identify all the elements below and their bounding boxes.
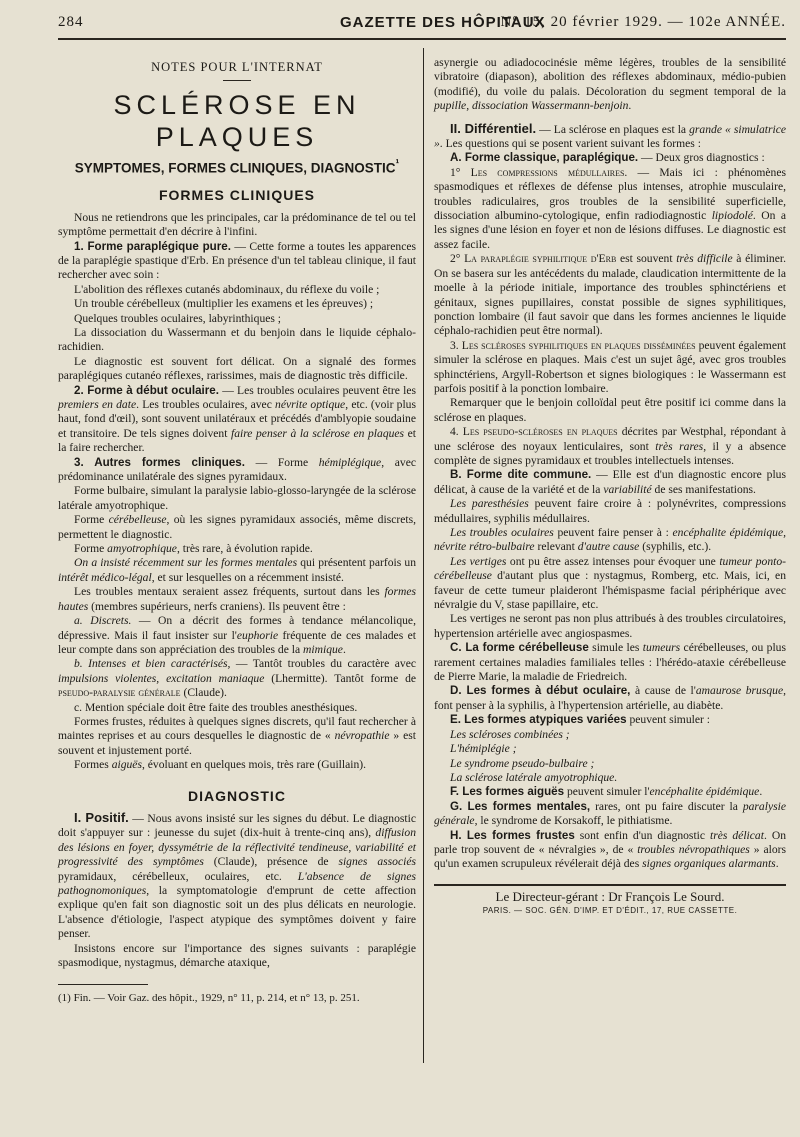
paragraph: 3. Autres formes cliniques. — Forme hémiplégique, avec prédominance unilatérale des signes pyramidaux. bbox=[58, 455, 416, 484]
paragraph: On a insisté récemment sur les formes mentales qui présentent parfois un intérêt médico-légal, et sur lesquelles on a récemment insisté. bbox=[58, 556, 417, 584]
paragraph: 4. Les pseudo-scléroses en plaques décrites par Westphal, répondant à une sclérose des noyaux lenticulaires, sont très rares, il y a absence complète de signes pyramidaux et troubles intellectuels intenses. bbox=[434, 425, 787, 467]
footnote: (1) Fin. — Voir Gaz. des hôpit., 1929, n° 11, p. 214, et n° 13, p. 251. bbox=[58, 992, 360, 1005]
paragraph: Nous ne retiendrons que les principales, car la prédominance de tel ou tel symptôme permettait d'en décrire à l'infini. bbox=[58, 210, 416, 239]
page-header bbox=[58, 12, 786, 38]
paragraph: Les paresthésies peuvent faire croire à : polynévrites, compressions médullaires, syphilis médullaires. bbox=[434, 497, 786, 525]
paragraph: L'abolition des réflexes cutanés abdominaux, du réflexe du voile ; bbox=[74, 282, 380, 296]
paragraph: Les vertiges ont pu être assez intenses pour évoquer une tumeur ponto-cérébelleuse d'autant plus que : nystagmus, Romberg, etc. Mais, ici, en faveur de cette tumeur plaideront l'hémispasme facial périphérique avec névralgie du V, stase papillaire, etc. bbox=[434, 554, 787, 612]
section-heading-formes: FORMES CLINIQUES bbox=[158, 187, 315, 204]
paragraph: G. Les formes mentales, rares, ont pu faire discuter la paralysie générale, le syndrome de Korsakoff, le pithiatisme. bbox=[434, 799, 786, 828]
section-heading-diagnostic: DIAGNOSTIC bbox=[188, 787, 286, 804]
paragraph: Forme bulbaire, simulant la paralysie labio-glosso-laryngée de la sclérose latérale amyotrophique. bbox=[58, 484, 416, 512]
article-subtitle: SYMPTOMES, FORMES CLINIQUES, $DIAGNOSTIC^{^1}$ bbox=[74, 158, 400, 176]
left-column bbox=[58, 56, 416, 1006]
paragraph: Formes frustes, réduites à quelques signes discrets, qu'il faut rechercher à maintes reprises et au cours desquelles le diagnostic de « névropathie » est souvent et injustement porté. bbox=[58, 714, 417, 757]
paragraph: 1° Les compressions médullaires. — Mais ici : phénomènes spasmodiques et réflexes de défense plus intenses, atrophie musculaire, troubles radiculaires, gros troubles de la sensibilité superficielle, dissociation albumino-cytologique, enfin radiodiagnostic lipiodolé. On a les signes d'une lésion en foyer et non de lésions diffuses. Le diagnostic est assez facile. bbox=[434, 165, 786, 251]
right-column bbox=[434, 56, 786, 919]
paragraph: E. Les formes atypiques variées peuvent simuler : bbox=[450, 713, 710, 727]
paragraph: C. La forme cérébelleuse simule les tumeurs cérébelleuses, ou plus rarement certaines maladies familiales telles : l'hérédo-ataxie cérébelleuse de Pierre Marie, la maladie de Friedreich. bbox=[434, 641, 786, 684]
list-item: La sclérose latérale amyotrophique. bbox=[450, 770, 618, 784]
printer-line: PARIS. — SOC. GÉN. D'IMP. ET D'ÉDIT., 17, RUE CASSETTE. bbox=[482, 906, 738, 916]
paragraph: A. Forme classique, paraplégique. — Deux gros diagnostics : bbox=[450, 151, 765, 165]
paragraph: Le diagnostic est souvent fort délicat. On a signalé des formes paraplégiques cutanéo réflexes, rarissimes, mais de diagnostic très difficile. bbox=[58, 354, 416, 383]
list-item: L'hémiplégie ; bbox=[450, 742, 517, 756]
paragraph: H. Les formes frustes sont enfin d'un diagnostic très délicat. On parle trop souvent de « névralgies », de « troubles névropathiques » alors qu'un examen scrupuleux révélerait déjà des signes organiques alarmants. bbox=[434, 828, 787, 871]
paragraph: a. Discrets. — On a décrit des formes à tendance mélancolique, dépressive. Mais il faut insister sur l'euphorie fréquente de ces malades et leur compte dans son appréciation des troubles de la mimique. bbox=[58, 614, 416, 656]
list-item: Les scléroses combinées ; bbox=[450, 727, 570, 741]
article-title: SCLÉROSE EN PLAQUES bbox=[113, 90, 361, 153]
paragraph: Insistons encore sur l'importance des signes suivants : paraplégie spasmodique, nystagmus, démarche ataxique, bbox=[58, 941, 416, 970]
gerant-rule bbox=[434, 884, 786, 886]
paragraph: D. Les formes à début oculaire, à cause de l'amaurose brusque, font penser à la syphilis, à l'hypertension artérielle, au diabète. bbox=[434, 684, 786, 712]
paragraph: 3. Les scléroses syphilitiques en plaques disséminées peuvent également simuler la sclérose en plaques. Mais c'est un sujet âgé, avec gros troubles sphinctériens, Argyll-Robertson et signes biologiques : le Wassermann est parfois positif à la ponction lombaire. bbox=[434, 338, 786, 395]
paragraph: Un trouble cérébelleux (multiplier les examens et les épreuves) ; bbox=[74, 297, 374, 311]
kicker: NOTES POUR L'INTERNAT bbox=[151, 60, 323, 74]
page-number: 284 bbox=[58, 14, 84, 30]
paragraph: I. Positif. — Nous avons insisté sur les signes du début. Le diagnostic doit s'appuyer sur : jeunesse du sujet (dix-huit à trente-cinq ans), diffusion des lésions en foyer, dyssymétrie de la réflectivité tendineuse, variabilité et progressivité des symptômes (Claude), présence de signes associés pyramidaux, cérébelleux, oculaires, etc. L'absence de signes pathognomoniques, la symptomatologie d'emprunt de cette affection explique qu'en fait son diagnostic soit un des plus délicats en neurologie. L'absence d'étiologie, l'aspect atypique des symptômes doivent y faire penser. bbox=[58, 809, 416, 941]
header-rule bbox=[58, 38, 786, 40]
paragraph: La dissociation du Wassermann et du benjoin dans le liquide céphalo-rachidien. bbox=[58, 325, 416, 354]
paragraph: 1. Forme paraplégique pure. — Cette forme a toutes les apparences de la paraplégie spastique d'Erb. En présence d'un tel tableau clinique, il faut rechercher avec soin : bbox=[58, 239, 417, 282]
kicker-rule bbox=[223, 80, 251, 81]
paragraph: B. Forme dite commune. — Elle est d'un diagnostic encore plus délicat, à cause de la variété et de la variabilité de ses manifestations. bbox=[434, 468, 786, 496]
paragraph: Les troubles mentaux seraient assez fréquents, surtout dans les formes hautes (membres supérieurs, nerfs craniens). Ils peuvent être : bbox=[58, 585, 416, 613]
list-item: Le syndrome pseudo-bulbaire ; bbox=[450, 756, 595, 770]
journal-title: GAZETTE DES HÔPITAUX bbox=[340, 14, 546, 31]
paragraph: c. Mention spéciale doit être faite des troubles anesthésiques. bbox=[74, 700, 358, 714]
director-gerant: Le Directeur-gérant : Dr François Le Sourd. bbox=[495, 888, 725, 904]
footnote-marker: ¹ bbox=[395, 158, 400, 171]
paragraph: b. Intenses et bien caractérisés, — Tantôt troubles du caractère avec impulsions violentes, excitation maniaque (Lhermitte). Tantôt forme de pseudo-paralysie générale (Claude). bbox=[58, 657, 417, 700]
column-divider bbox=[423, 48, 424, 1063]
paragraph: Forme cérébelleuse, où les signes pyramidaux associés, même discrets, permettent le diagnostic. bbox=[58, 513, 416, 541]
paragraph: 2. Forme à début oculaire. — Les troubles oculaires peuvent être les premiers en date. Les troubles oculaires, avec névrite optique, etc. (voir plus haut, fond d'œil), sont souvent unilatéraux et précédés d'amblyopie soudaine et transitoire. De tels signes doivent faire penser à la sclérose en plaques et la faire rechercher. bbox=[58, 383, 416, 455]
issue-info: N° 15, 20 février 1929. — 102e ANNÉE. bbox=[500, 14, 786, 30]
paragraph: asynergie ou adiadococinésie même légères, troubles de la sensibilité vibratoire (diapason), abolition des réflexes abdominaux, médio-pubien (modifié), du voile du palais. Décoloration du segment temporal de la pupille, dissociation Wassermann-benjoin. bbox=[434, 56, 786, 113]
paragraph: II. Différentiel. — La sclérose en plaques est la grande « simulatrice ». Les questions qui se posent varient suivant les formes : bbox=[434, 120, 786, 151]
paragraph: Quelques troubles oculaires, labyrinthiques ; bbox=[74, 311, 282, 325]
paragraph: Les troubles oculaires peuvent faire penser à : encéphalite épidémique, névrite rétro-bulbaire relevant d'autre cause (syphilis, etc.). bbox=[434, 526, 786, 554]
footnote-rule bbox=[58, 984, 148, 985]
paragraph: 2° La paraplégie syphilitique d'Erb est souvent très difficile à éliminer. On se basera sur les antécédents du malade, claudication intermittente de la moelle à la période initiale, importance des troubles sphinctériens et génitaux, signes pupillaires, constat possible de signes syphilitiques, ponction lombaire (il faut savoir que dans les formes anciennes le liquide céphalo-rachidien peut être normal). bbox=[434, 252, 786, 338]
paragraph: Les vertiges ne seront pas non plus attribués à des troubles circulatoires, hypertension artérielle avec angiospasmes. bbox=[434, 612, 786, 640]
paragraph: Remarquer que le benjoin colloïdal peut être positif ici comme dans la sclérose en plaques. bbox=[434, 396, 786, 424]
paragraph: F. Les formes aiguës peuvent simuler l'encéphalite épidémique. bbox=[450, 785, 763, 799]
paragraph: Formes aiguës, évoluant en quelques mois, très rare (Guillain). bbox=[74, 758, 367, 772]
paragraph: Forme amyotrophique, très rare, à évolution rapide. bbox=[74, 542, 313, 556]
